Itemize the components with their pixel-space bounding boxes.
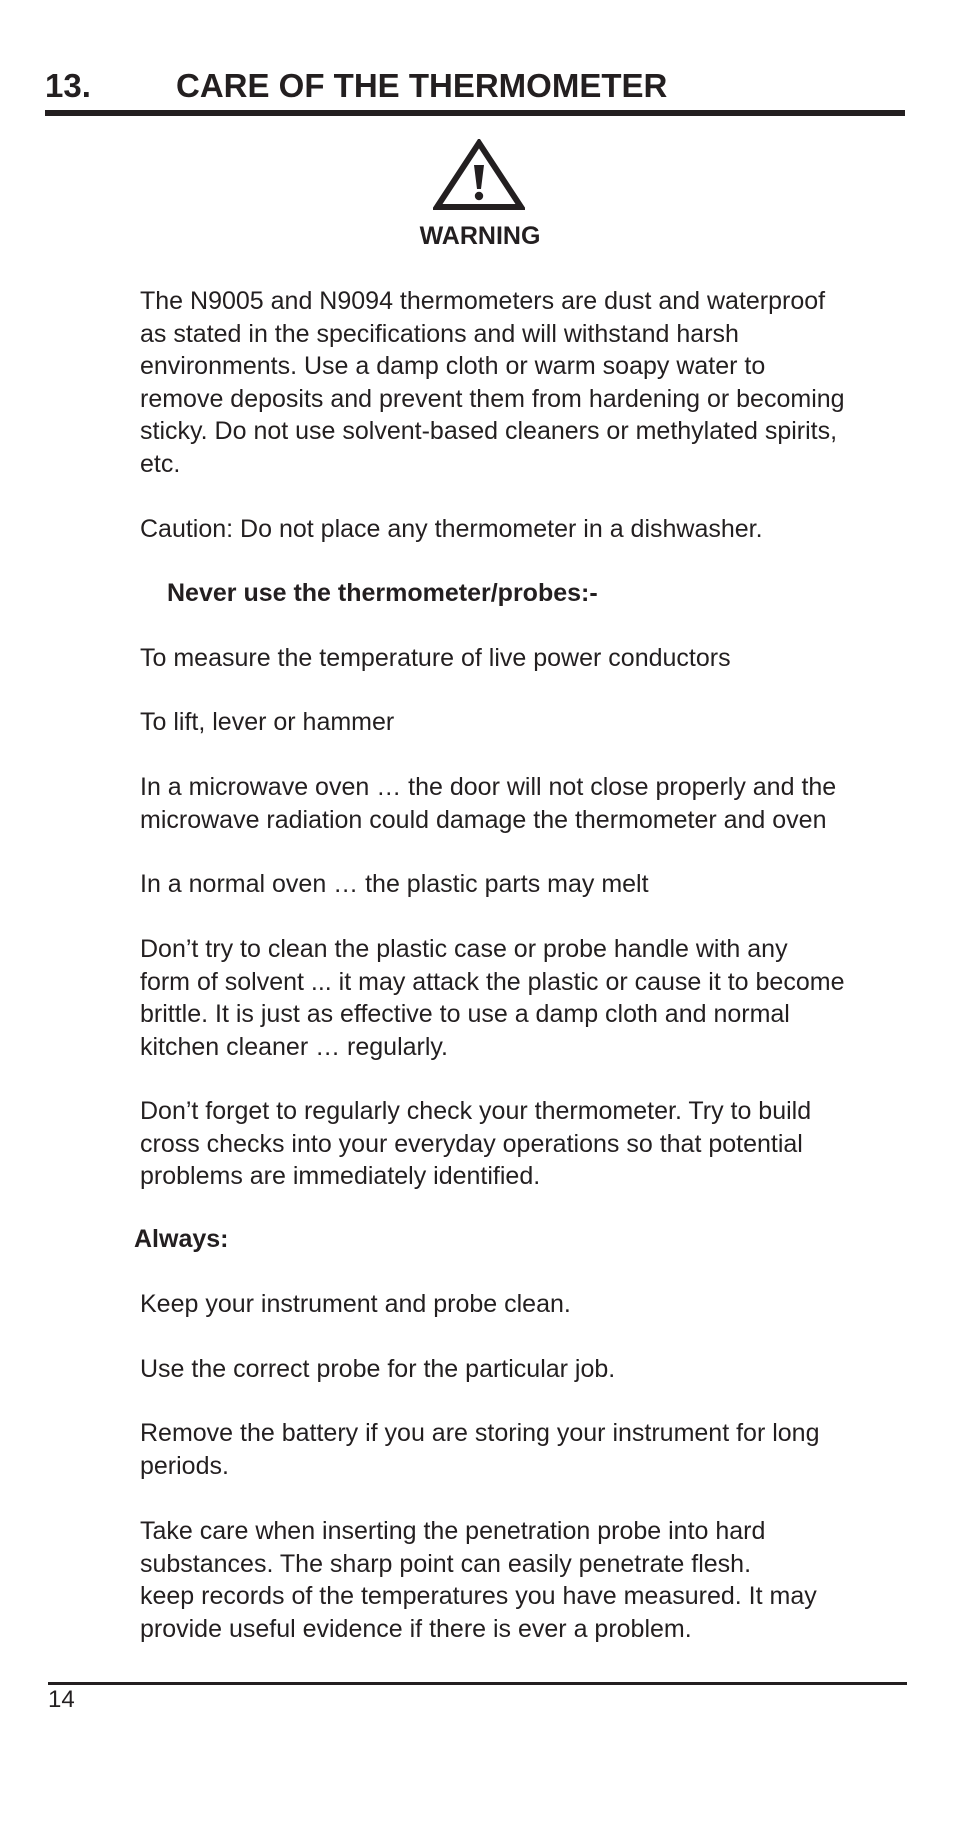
always-item-correct-probe: Use the correct probe for the particular job. [140, 1355, 616, 1383]
caution-paragraph: Caution: Do not place any thermometer in a dishwasher. [140, 515, 763, 543]
always-item-penetration-probe: Take care when inserting the penetration probe into hard substances. The sharp point can easily penetrate flesh. keep records of the temperatures you have measured. It may provide useful evidence if there is ever a problem. [140, 1517, 817, 1643]
section-number: 13. [45, 67, 91, 104]
never-item-live-conductors: To measure the temperature of live power conductors [140, 644, 731, 672]
never-item-lift-lever: To lift, lever or hammer [140, 708, 395, 736]
header-rule [45, 110, 905, 116]
never-use-heading: Never use the thermometer/probes:- [167, 579, 598, 607]
section-title: CARE OF THE THERMOMETER [176, 67, 668, 104]
never-item-solvent: Don’t try to clean the plastic case or probe handle with any form of solvent ... it may attack the plastic or cause it to become brittle. It is just as effective to use a damp cloth and normal kitchen cleaner … regularly. [140, 935, 845, 1061]
always-item-clean: Keep your instrument and probe clean. [140, 1290, 571, 1318]
footer-rule [48, 1682, 907, 1685]
intro-paragraph: The N9005 and N9094 thermometers are dust and waterproof as stated in the specifications and will withstand harsh environments. Use a damp cloth or warm soapy water to remove deposits and prevent them from hardening or becoming sticky. Do not use solvent-based cleaners or methylated spirits, etc. [140, 287, 845, 478]
warning-label: WARNING [419, 222, 541, 250]
never-item-microwave: In a microwave oven … the door will not close properly and the microwave radiation could damage the thermometer and oven [140, 773, 837, 834]
page-number: 14 [48, 1686, 75, 1713]
always-heading: Always: [134, 1225, 229, 1253]
never-item-check-thermometer: Don’t forget to regularly check your thermometer. Try to build cross checks into your everyday operations so that potential problems are immediately identified. [140, 1097, 812, 1190]
never-item-normal-oven: In a normal oven … the plastic parts may melt [140, 870, 649, 898]
always-item-battery: Remove the battery if you are storing your instrument for long periods. [140, 1419, 820, 1480]
warning-triangle-icon [433, 139, 525, 211]
